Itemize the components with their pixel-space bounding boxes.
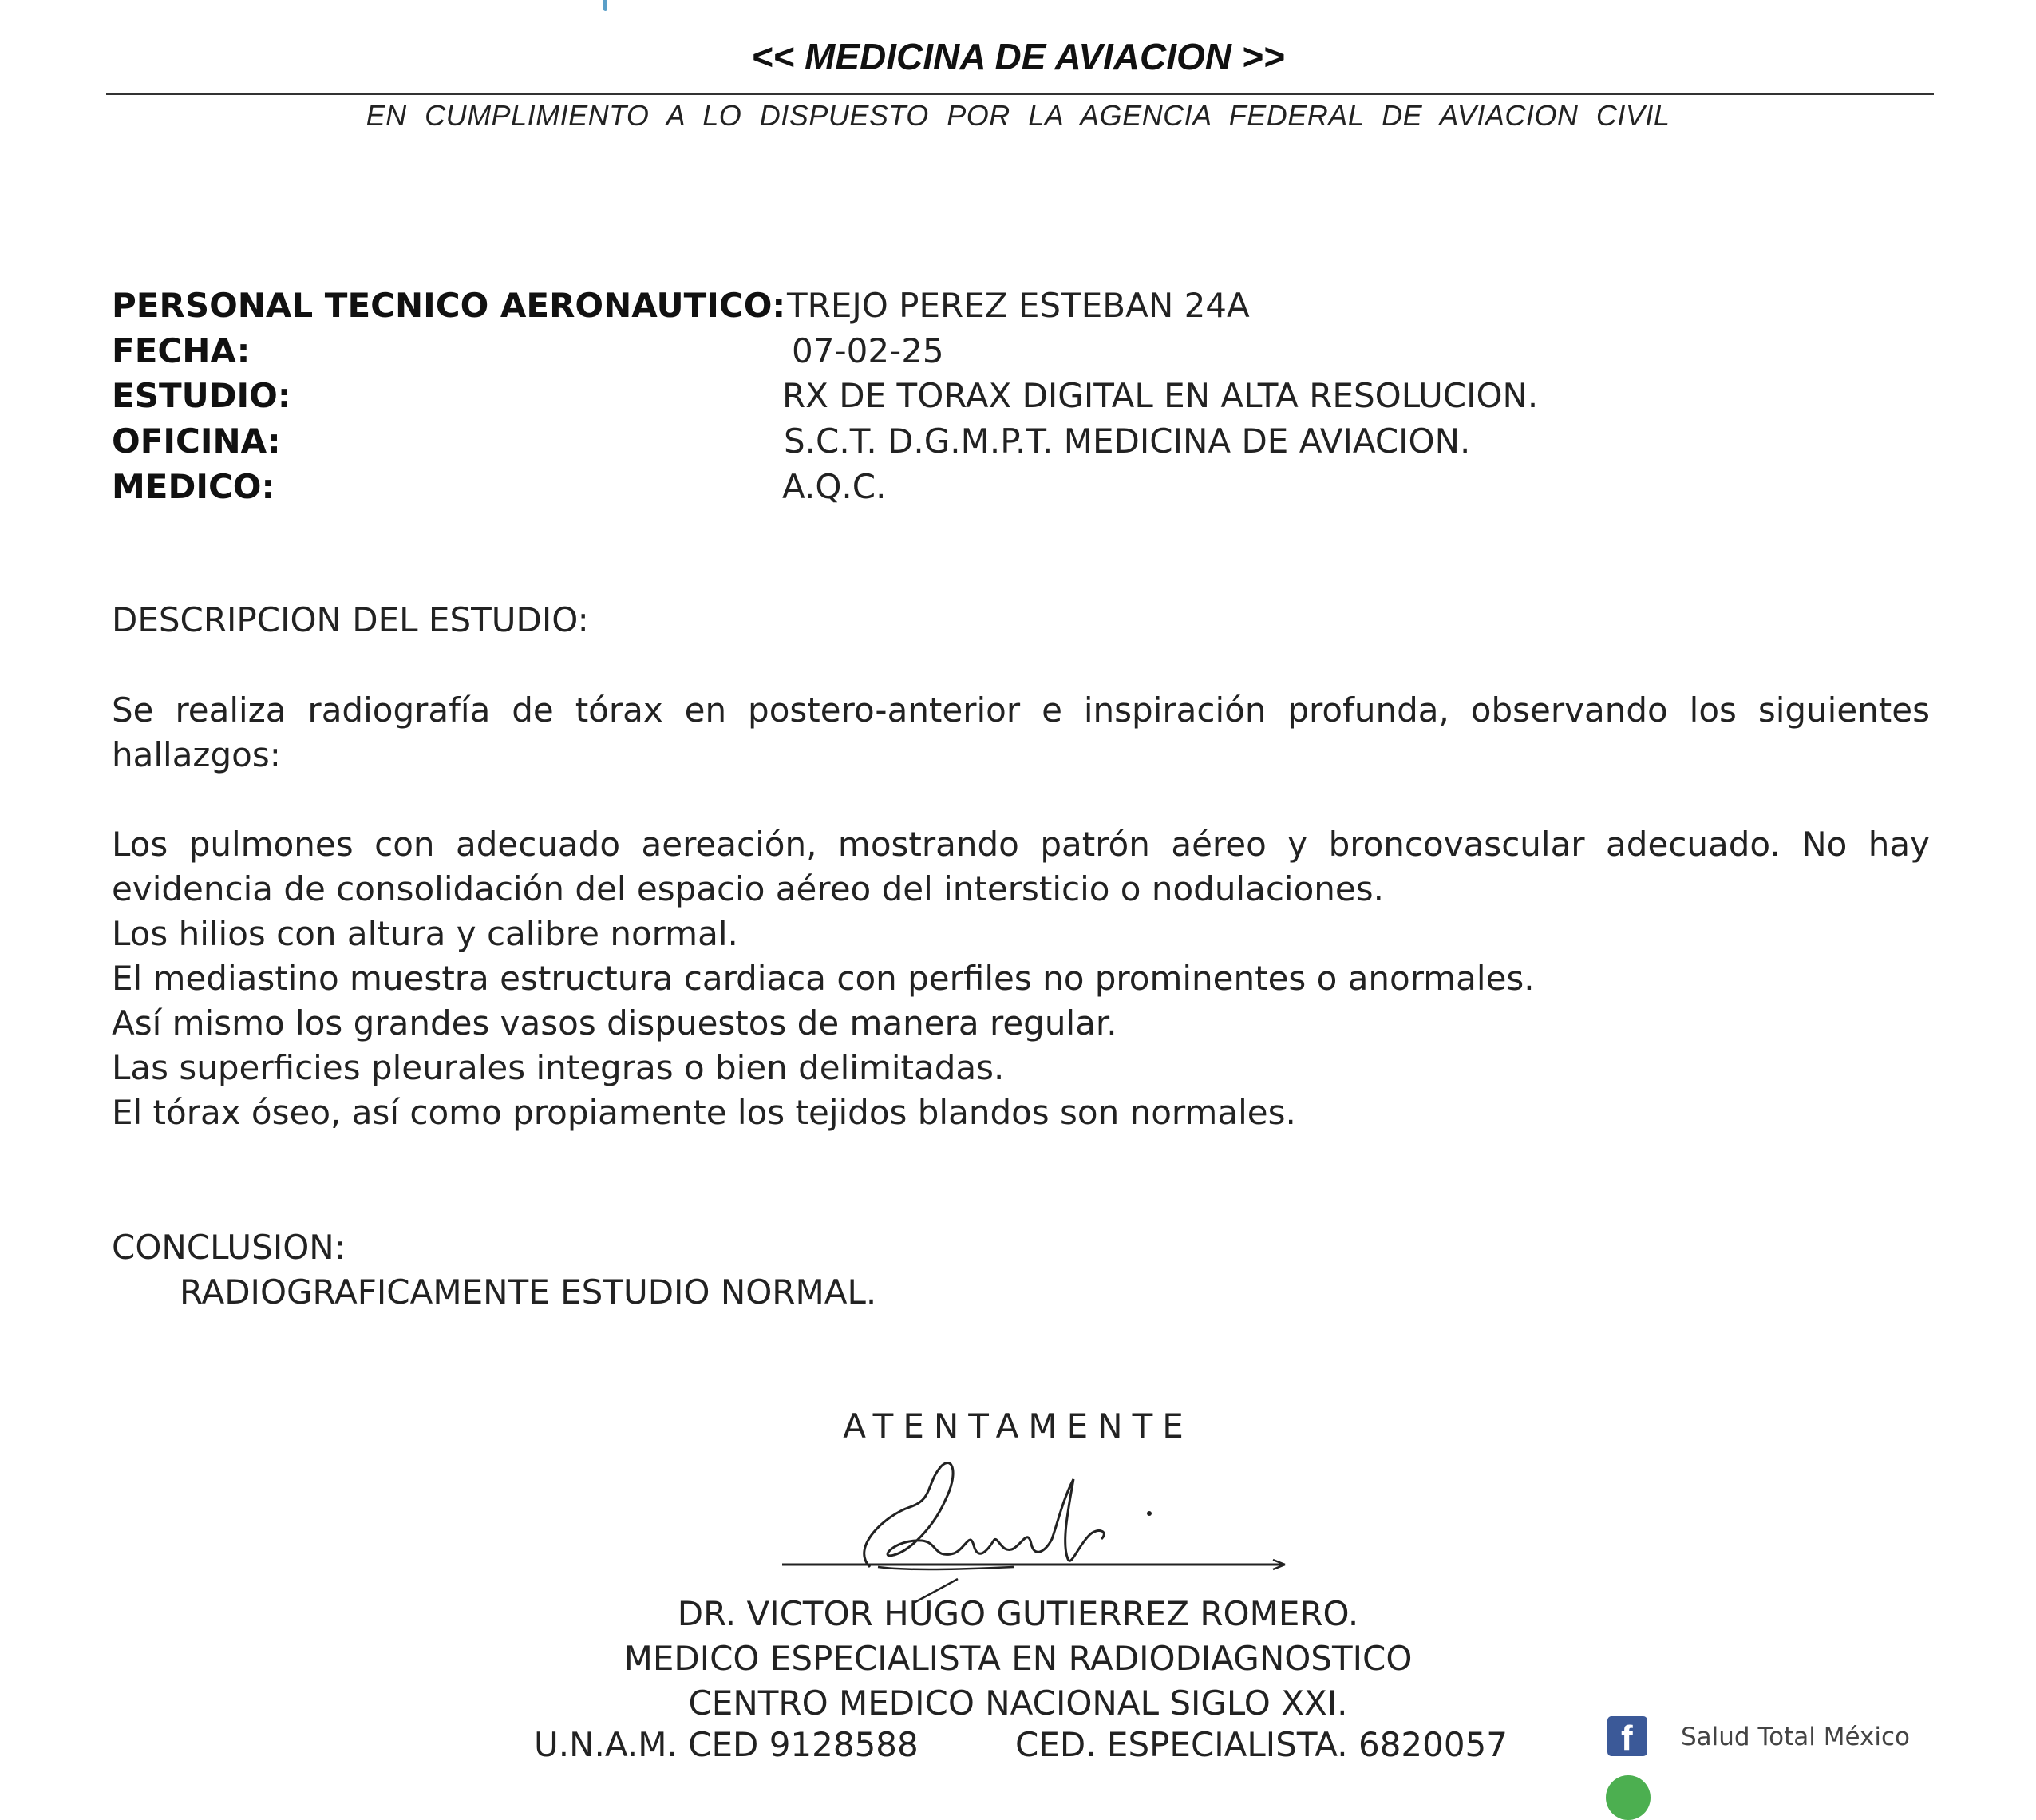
field-label: OFICINA: (112, 421, 281, 461)
description-heading: DESCRIPCION DEL ESTUDIO: (112, 600, 589, 639)
field-row-fecha (112, 329, 1947, 374)
document-subtitle: EN CUMPLIMIENTO A LO DISPUESTO POR LA AGENCIA FEDERAL DE AVIACION CIVIL (366, 99, 1670, 132)
conclusion-heading: CONCLUSION: (112, 1228, 346, 1267)
conclusion-text: RADIOGRAFICAMENTE ESTUDIO NORMAL. (180, 1272, 877, 1312)
field-label: ESTUDIO: (112, 376, 291, 415)
findings-paragraph: Los pulmones con adecuado aereación, mostrando patrón aéreo y broncovascular adecuado. No hay evidencia de consolidación del espacio aéreo del intersticio o nodulaciones. (112, 825, 1930, 908)
ced-specialist: CED. ESPECIALISTA. 6820057 (1015, 1725, 1508, 1764)
doctor-institution: CENTRO MEDICO NACIONAL SIGLO XXI. (688, 1684, 1348, 1723)
field-label: FECHA: (112, 331, 251, 370)
finding-line: Así mismo los grandes vasos dispuestos de manera regular. (112, 1003, 1117, 1043)
field-value: 07-02-25 (792, 331, 944, 370)
closing-text: ATENTAMENTE (843, 1407, 1193, 1446)
field-row-medico (112, 465, 1947, 509)
document-title: << MEDICINA DE AVIACION >> (751, 36, 1285, 77)
field-value: S.C.T. D.G.M.P.T. MEDICINA DE AVIACION. (784, 421, 1471, 461)
finding-line: Las superficies pleurales integras o bien delimitadas. (112, 1048, 1005, 1087)
green-circle-icon (1606, 1775, 1651, 1820)
logo-fragment (603, 0, 607, 11)
field-row-estudio (112, 374, 1947, 418)
finding-line: El tórax óseo, así como propiamente los tejidos blandos son normales. (112, 1093, 1296, 1132)
handwritten-signature (774, 1451, 1301, 1603)
field-label: MEDICO: (112, 467, 275, 506)
doctor-name: DR. VICTOR HUGO GUTIERREZ ROMERO. (677, 1594, 1359, 1633)
header-divider (106, 93, 1934, 95)
field-row-personal (112, 283, 1947, 328)
description-intro: Se realiza radiografía de tórax en postero-anterior e inspiración profunda, observando los siguientes hallazgos: (112, 690, 1930, 774)
field-value: RX DE TORAX DIGITAL EN ALTA RESOLUCION. (782, 376, 1539, 415)
field-row-oficina (112, 419, 1947, 464)
field-value: A.Q.C. (782, 467, 887, 506)
ced-unam: U.N.A.M. CED 9128588 (534, 1725, 919, 1764)
field-value: TREJO PEREZ ESTEBAN 24A (787, 286, 1250, 325)
finding-line: El mediastino muestra estructura cardiaca con perfiles no prominentes o anormales. (112, 959, 1535, 998)
doctor-title: MEDICO ESPECIALISTA EN RADIODIAGNOSTICO (623, 1639, 1413, 1678)
field-label: PERSONAL TECNICO AERONAUTICO: (112, 286, 786, 325)
social-label: Salud Total México (1681, 1723, 1910, 1751)
facebook-icon: f (1607, 1716, 1647, 1756)
finding-line: Los hilios con altura y calibre normal. (112, 914, 738, 953)
